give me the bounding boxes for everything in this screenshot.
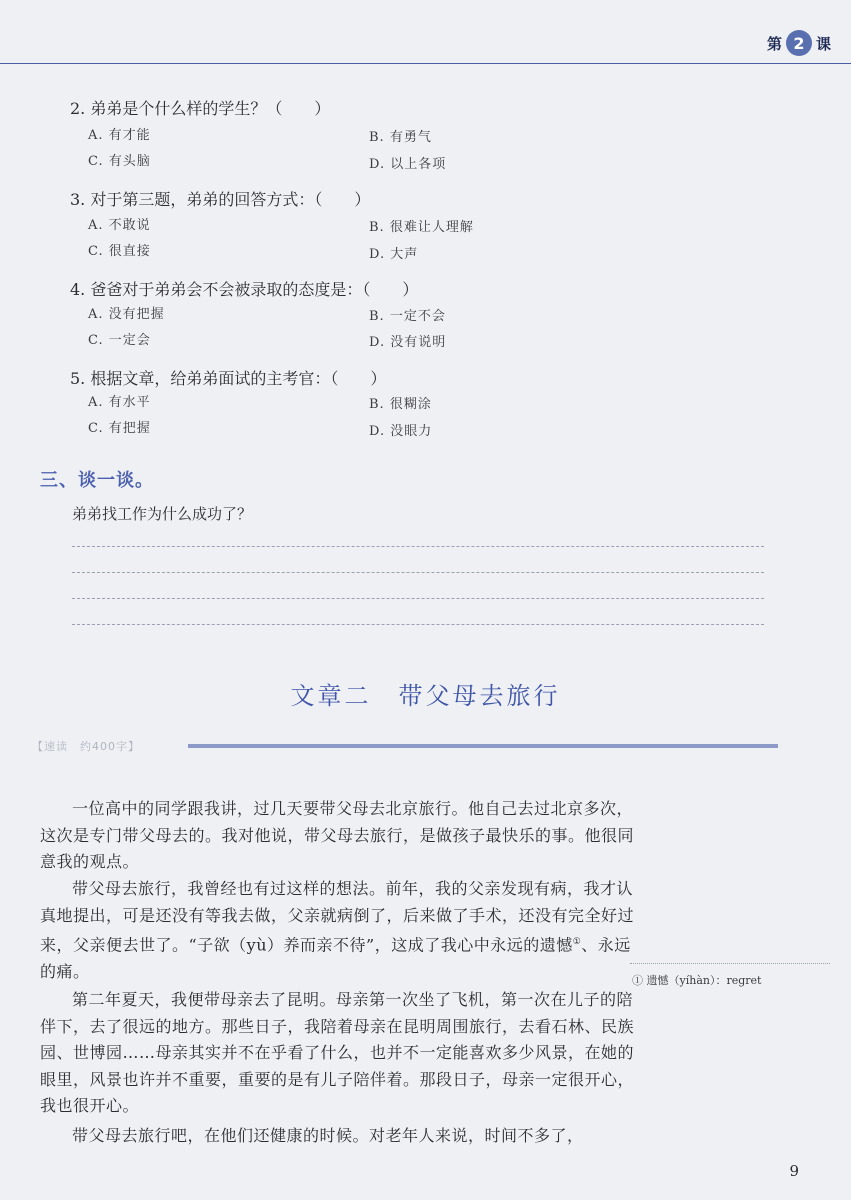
answer-line xyxy=(72,572,764,573)
lesson-prefix: 第 xyxy=(766,34,782,53)
q4-option-b: B. 一定不会 xyxy=(369,309,446,324)
question-4: 4. 爸爸对于弟弟会不会被录取的态度是：（ ） xyxy=(70,280,419,299)
q4-option-d: D. 没有说明 xyxy=(369,335,447,350)
q4-option-c: C. 一定会 xyxy=(88,333,151,348)
q2-option-c: C. 有头脑 xyxy=(88,154,151,169)
q3-option-c: C. 很直接 xyxy=(88,244,151,259)
q3-option-b: B. 很难让人理解 xyxy=(369,220,474,235)
q3-option-a: A. 不敢说 xyxy=(88,218,151,233)
header-rule xyxy=(0,63,851,64)
q5-option-d: D. 没眼力 xyxy=(369,424,433,439)
question-5: 5. 根据文章，给弟弟面试的主考官：（ ） xyxy=(70,369,387,388)
answer-line xyxy=(72,598,764,599)
q5-option-b: B. 很糊涂 xyxy=(369,397,432,412)
article-title: 文章二 带父母去旅行 xyxy=(290,682,561,710)
lesson-number-badge: 2 xyxy=(786,30,812,56)
article-paragraph-1: 一位高中的同学跟我讲，过几天要带父母去北京旅行。他自己去过北京多次，这次是专门带父母去的。我对他说，带父母去旅行，是做孩子最快乐的事。他很同意我的观点。 xyxy=(40,799,635,871)
title-rule xyxy=(188,744,778,748)
footnote: ① 遗憾（yíhàn）：regret xyxy=(632,974,762,987)
question-3: 3. 对于第三题，弟弟的回答方式：（ ） xyxy=(70,190,371,209)
article-paragraph-2 xyxy=(40,876,640,985)
footnote-rule xyxy=(630,963,830,964)
page-number: 9 xyxy=(789,1162,799,1180)
article-paragraph-4: 带父母去旅行吧，在他们还健康的时候。对老年人来说，时间不多了， xyxy=(72,1126,584,1145)
q4-option-a: A. 没有把握 xyxy=(88,307,165,322)
section-heading-discussion: 三、谈一谈。 xyxy=(40,470,154,491)
lesson-suffix: 课 xyxy=(815,34,831,53)
footnote-marker: ① xyxy=(572,937,582,947)
q5-option-a: A. 有水平 xyxy=(88,395,151,410)
q2-option-a: A. 有才能 xyxy=(88,128,151,143)
question-2: 2. 弟弟是个什么样的学生？（ ） xyxy=(70,99,331,118)
q5-option-c: C. 有把握 xyxy=(88,421,151,436)
paragraph-2-tail: 、永远的痛。 xyxy=(40,935,631,981)
answer-line xyxy=(72,624,764,625)
answer-line xyxy=(72,546,764,547)
reading-tag: 【速读 约400字】 xyxy=(32,740,140,753)
q3-option-d: D. 大声 xyxy=(369,247,419,262)
q2-option-b: B. 有勇气 xyxy=(369,130,432,145)
discussion-prompt: 弟弟找工作为什么成功了？ xyxy=(72,505,253,523)
paragraph-2-text: 带父母去旅行，我曾经也有过这样的想法。前年，我的父亲发现有病，我才认真地提出，可是还没有等我去做，父亲就病倒了，后来做了手术，还没有完全好过来，父亲便去世了。“子欲（yù）养而亲不待”，这成了我心中永远的遗憾 xyxy=(40,879,635,955)
q2-option-d: D. 以上各项 xyxy=(369,157,447,172)
article-paragraph-3: 第二年夏天，我便带母亲去了昆明。母亲第一次坐了飞机，第一次在儿子的陪伴下，去了很远的地方。那些日子，我陪着母亲在昆明周围旅行，去看石林、民族园、世博园……母亲其实并不在乎看了什么，也并不一定能喜欢多少风景，在她的眼里，风景也许并不重要，重要的是有儿子陪伴着。那段日子，母亲一定很开心，我也很开心。 xyxy=(40,990,635,1115)
lesson-indicator xyxy=(767,30,831,56)
